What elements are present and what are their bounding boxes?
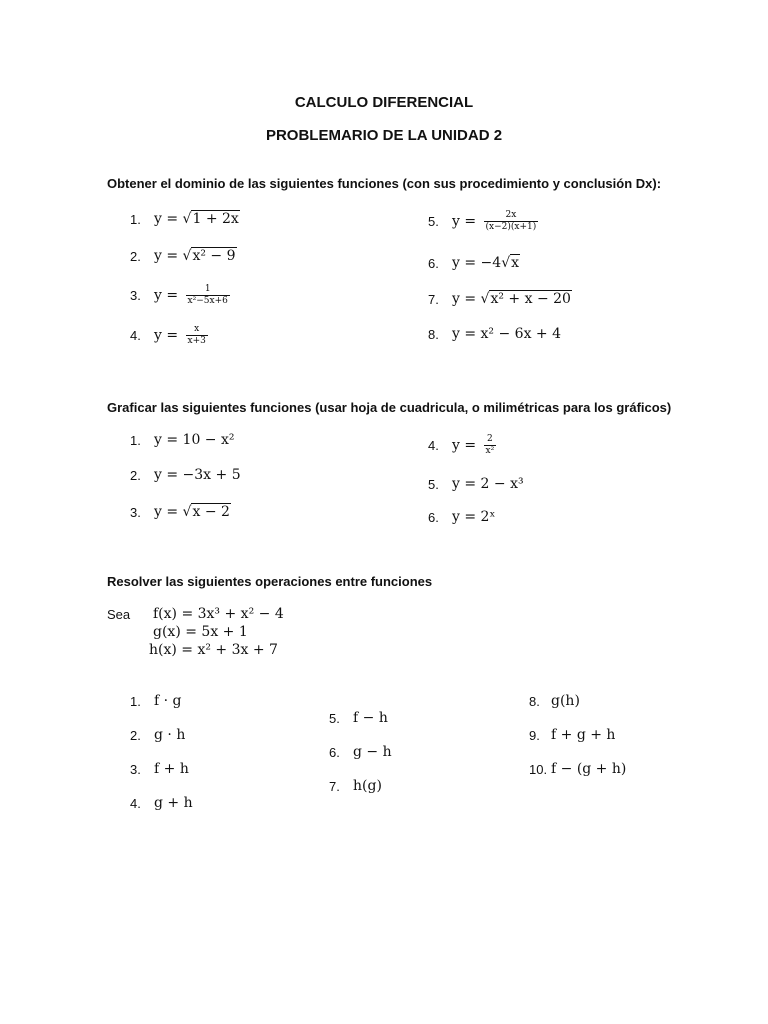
math-expression	[154, 248, 237, 264]
definition-h: h(x) = x² + 3x + 7	[149, 642, 278, 658]
graficar-item-5	[428, 476, 524, 492]
radicand: x² + x − 20	[490, 291, 571, 307]
page-title: CALCULO DIFERENCIAL	[294, 94, 474, 111]
expr-prefix: y =	[452, 291, 481, 307]
dominio-item-3	[130, 284, 230, 307]
page-subtitle: PROBLEMARIO DE LA UNIDAD 2	[265, 127, 503, 144]
math-expression: g · h	[154, 727, 186, 743]
math-expression: g − h	[353, 744, 392, 760]
operacion-item-8	[529, 693, 580, 709]
item-number: 9.	[529, 727, 540, 743]
item-number: 8.	[529, 693, 540, 709]
item-number: 1.	[130, 432, 141, 448]
math-expression: y = −3x + 5	[154, 467, 241, 483]
operacion-item-6	[329, 744, 392, 760]
denominator: x²	[485, 446, 495, 456]
graficar-item-4	[428, 434, 496, 457]
denominator: (x−2)(x+1)	[485, 222, 537, 232]
math-expression: f · g	[154, 693, 182, 709]
math-expression: f + g + h	[551, 727, 616, 743]
item-number: 6.	[428, 255, 439, 271]
section-heading-graficar: Graficar las siguientes funciones (usar hoja de cuadricula, o milimétricas para los gráficos)	[107, 400, 672, 415]
numerator: x	[194, 324, 200, 334]
fraction	[186, 324, 208, 347]
operacion-item-3	[130, 761, 189, 777]
item-number: 4.	[428, 438, 439, 453]
item-number: 7.	[428, 291, 439, 307]
expr-prefix: y =	[154, 327, 183, 344]
radical: √x² − 9	[182, 248, 236, 264]
expr-prefix: y =	[452, 437, 481, 454]
fraction	[186, 284, 230, 307]
expr-prefix: y =	[154, 287, 183, 304]
math-expression	[154, 324, 208, 347]
item-number: 5.	[329, 710, 340, 726]
numerator: 2x	[505, 210, 517, 220]
definition-f: f(x) = 3x³ + x² − 4	[153, 606, 284, 622]
section-heading-dominio: Obtener el dominio de las siguientes funciones (con sus procedimiento y conclusión Dx):	[107, 176, 662, 191]
math-expression: f − (g + h)	[551, 761, 627, 777]
operacion-item-5	[329, 710, 388, 726]
item-number: 1.	[130, 211, 141, 227]
expr-prefix: y = −4	[452, 255, 502, 271]
item-number: 6.	[329, 744, 340, 760]
expr-prefix: y =	[452, 213, 481, 230]
fraction	[484, 434, 497, 457]
item-number: 4.	[130, 795, 141, 811]
math-expression	[452, 210, 538, 233]
dominio-item-5	[428, 210, 538, 233]
expr-prefix: y =	[154, 504, 183, 520]
operacion-item-1	[130, 693, 182, 709]
radical: √x − 2	[182, 504, 230, 520]
math-expression: y = 10 − x²	[154, 432, 235, 448]
item-number: 1.	[130, 693, 141, 709]
item-number: 6.	[428, 509, 439, 525]
radicand: x − 2	[192, 504, 230, 520]
graficar-item-3	[130, 504, 231, 520]
radical: √1 + 2x	[182, 211, 239, 227]
operacion-item-2	[130, 727, 185, 743]
dominio-item-6	[428, 255, 520, 271]
denominator: x+3	[187, 336, 206, 346]
graficar-item-6	[428, 509, 495, 525]
operacion-item-7	[329, 778, 382, 794]
operacion-item-9	[529, 727, 615, 743]
dominio-item-1	[130, 211, 240, 227]
item-number: 2.	[130, 467, 141, 483]
math-expression: f − h	[353, 710, 388, 726]
expr-prefix: y =	[154, 248, 183, 264]
dominio-item-2	[130, 248, 237, 264]
math-expression: g(h)	[551, 693, 580, 709]
math-expression: f + h	[154, 761, 189, 777]
item-number: 2.	[130, 248, 141, 264]
math-expression: y = 2ˣ	[452, 509, 496, 525]
item-number: 7.	[329, 778, 340, 794]
fraction	[484, 210, 539, 233]
operacion-item-4	[130, 795, 193, 811]
dominio-item-4	[130, 324, 208, 347]
item-number: 3.	[130, 288, 141, 303]
math-expression	[154, 284, 230, 307]
math-expression	[452, 291, 572, 307]
math-expression	[154, 504, 231, 520]
item-number: 5.	[428, 214, 439, 229]
radicand: x² − 9	[192, 248, 236, 264]
expr-prefix: y =	[154, 211, 183, 227]
numerator: 1	[204, 284, 211, 294]
math-expression: y = x² − 6x + 4	[452, 326, 562, 342]
item-number: 3.	[130, 504, 141, 520]
item-number: 2.	[130, 727, 141, 743]
dominio-item-7	[428, 291, 572, 307]
math-expression	[154, 211, 240, 227]
section-heading-operaciones: Resolver las siguientes operaciones entre funciones	[107, 574, 433, 589]
dominio-item-8	[428, 326, 561, 342]
numerator: 2	[487, 434, 493, 444]
item-number: 4.	[130, 328, 141, 343]
math-expression: y = 2 − x³	[452, 476, 524, 492]
definition-g: g(x) = 5x + 1	[153, 624, 248, 640]
radicand: x	[511, 255, 520, 271]
radical: √x² + x − 20	[480, 291, 571, 307]
item-number: 5.	[428, 476, 439, 492]
math-expression	[452, 434, 496, 457]
math-expression: g + h	[154, 795, 193, 811]
radicand: 1 + 2x	[192, 211, 239, 227]
graficar-item-2	[130, 467, 241, 483]
radical: √x	[501, 255, 520, 271]
operacion-item-10	[529, 761, 626, 777]
item-number: 10.	[529, 761, 548, 777]
math-expression	[452, 255, 520, 271]
graficar-item-1	[130, 432, 235, 448]
item-number: 8.	[428, 326, 439, 342]
item-number: 3.	[130, 761, 141, 777]
math-expression: h(g)	[353, 778, 382, 794]
sea-label: Sea	[107, 607, 131, 622]
denominator: x²−5x+6	[187, 296, 228, 306]
